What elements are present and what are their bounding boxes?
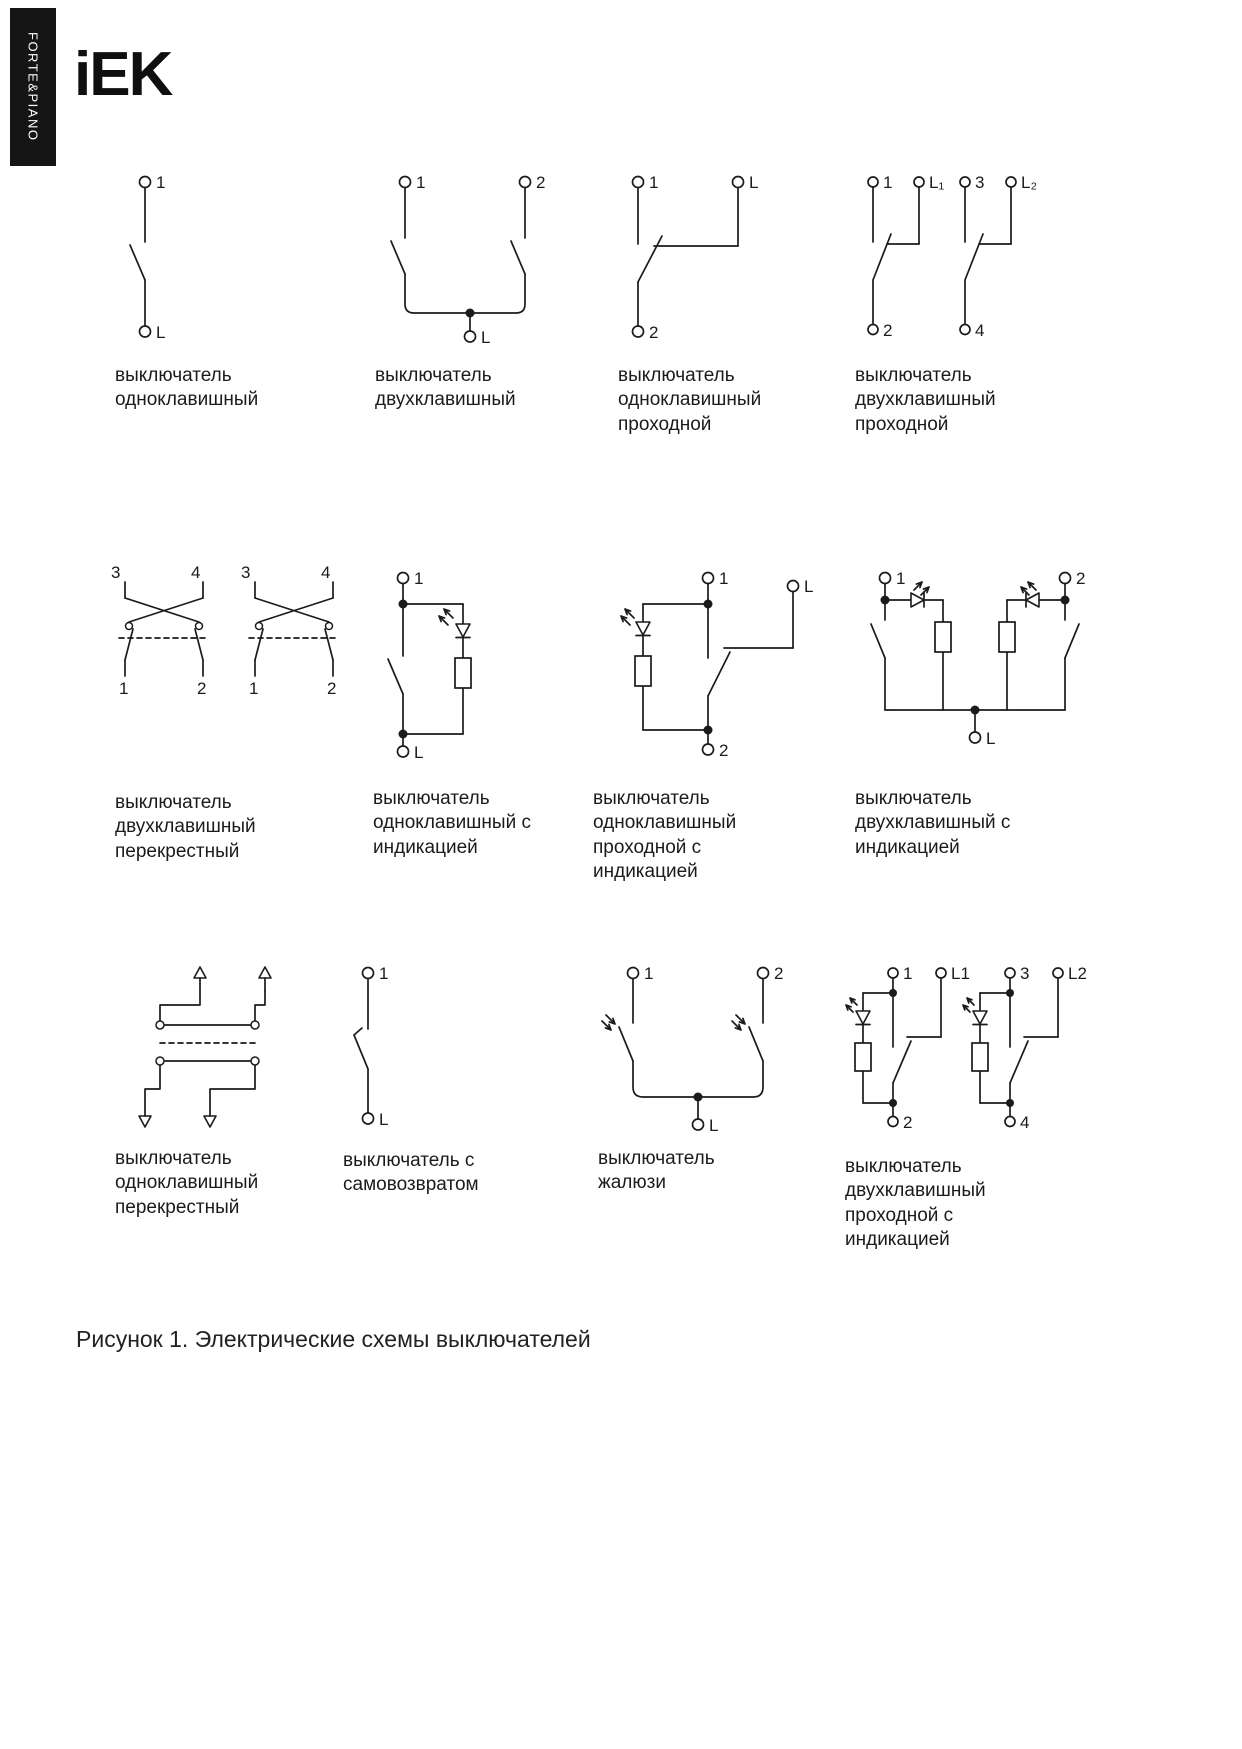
terminal-circle bbox=[936, 968, 946, 978]
schematic-switch-2gang-2way bbox=[855, 168, 1055, 358]
diagram-caption: выключатель одноклавишный bbox=[115, 365, 259, 411]
terminal-label: 1 bbox=[414, 569, 424, 588]
terminal-label: 1 bbox=[903, 964, 913, 983]
terminal-circle bbox=[868, 325, 878, 335]
led-icon bbox=[856, 1011, 870, 1024]
terminal-label: 3 bbox=[1020, 964, 1030, 983]
terminal-circle bbox=[1060, 573, 1071, 584]
led-icon bbox=[456, 624, 470, 637]
resistor bbox=[635, 656, 651, 686]
schematic-switch-2gang-intermediate bbox=[105, 564, 365, 714]
diagram-cell-8 bbox=[855, 564, 1095, 860]
terminal-label: 4 bbox=[1020, 1113, 1030, 1132]
diagram-cell-11 bbox=[598, 961, 798, 1196]
terminal-circle bbox=[960, 325, 970, 335]
led-emission-arrow bbox=[967, 998, 974, 1005]
switch-blade bbox=[619, 1027, 633, 1061]
diagram-caption: выключатель двухклавишный с индикацией bbox=[855, 788, 1011, 858]
terminal-label: 4 bbox=[191, 564, 201, 582]
led-icon bbox=[973, 1011, 987, 1024]
terminal-circle bbox=[733, 177, 744, 188]
terminal-circle bbox=[693, 1119, 704, 1130]
led-emission-arrow bbox=[621, 616, 630, 625]
diagram-caption: выключатель двухклавишный bbox=[375, 365, 516, 411]
switch-blade bbox=[354, 1035, 368, 1069]
wires bbox=[643, 584, 793, 745]
terminal-circle bbox=[880, 573, 891, 584]
terminal-label: 1 bbox=[896, 569, 906, 588]
contact-circle bbox=[251, 1057, 259, 1065]
terminal-circle bbox=[398, 746, 409, 757]
terminal-label: 2 bbox=[649, 323, 659, 342]
terminal-circle bbox=[465, 331, 476, 342]
contact-circle bbox=[251, 1021, 259, 1029]
switch-blade bbox=[391, 241, 405, 274]
diagram-caption: выключатель двухклавишный проходной с индикацией bbox=[845, 1156, 986, 1250]
terminal-label: L bbox=[986, 729, 996, 748]
contact-circle bbox=[156, 1057, 164, 1065]
switch-blade bbox=[125, 629, 133, 660]
diagram-cell-12 bbox=[845, 961, 1115, 1252]
junction-dot bbox=[399, 600, 408, 609]
led-emission-arrow bbox=[1021, 587, 1029, 595]
diagram-cell-5 bbox=[105, 564, 365, 864]
terminal-circle bbox=[888, 968, 898, 978]
contact-circle bbox=[256, 623, 263, 630]
terminal-circle bbox=[633, 326, 644, 337]
diagram-caption: выключатель двухклавишный проходной bbox=[855, 365, 996, 435]
terminal-circle bbox=[868, 177, 878, 187]
terminal-label: 2 bbox=[1076, 569, 1086, 588]
terminal-circle bbox=[960, 177, 970, 187]
wires bbox=[863, 978, 941, 1116]
contact-circle bbox=[126, 623, 133, 630]
contact-circle bbox=[156, 1021, 164, 1029]
switch-blade bbox=[1010, 1041, 1028, 1083]
terminal-label: 1 bbox=[644, 964, 654, 983]
terminal-label: L bbox=[414, 743, 424, 762]
terminal-circle bbox=[140, 326, 151, 337]
schematic-switch-2gang bbox=[375, 168, 555, 358]
resistor bbox=[855, 1043, 871, 1071]
contact-circle bbox=[326, 623, 333, 630]
terminal-circle bbox=[520, 177, 531, 188]
terminal-label: L2 bbox=[1068, 964, 1087, 983]
terminal-circle bbox=[363, 968, 374, 979]
junction-dot bbox=[694, 1093, 703, 1102]
junction-dot bbox=[881, 596, 890, 605]
terminal-circle bbox=[398, 573, 409, 584]
terminal-label: 2 bbox=[883, 321, 893, 340]
terminal-label: 3 bbox=[111, 564, 121, 582]
junction-dot bbox=[1006, 989, 1014, 997]
contact-circle bbox=[196, 623, 203, 630]
terminal-label: L₁ bbox=[929, 173, 945, 192]
switch-blade bbox=[388, 659, 403, 694]
terminal-label: 1 bbox=[719, 569, 729, 588]
schematic-switch-1gang-2way-indicator bbox=[593, 564, 823, 779]
terminal-circle bbox=[628, 968, 639, 979]
switch-blade bbox=[638, 236, 662, 282]
schematic-switch-2gang-2way-indicator bbox=[845, 961, 1115, 1151]
wires bbox=[873, 187, 1011, 324]
terminal-circle bbox=[1053, 968, 1063, 978]
switch-blade bbox=[708, 652, 730, 696]
terminal-label: 1 bbox=[649, 173, 659, 192]
switch-blade bbox=[1065, 624, 1079, 658]
terminal-label: 1 bbox=[379, 964, 389, 983]
schematic-switch-momentary bbox=[343, 961, 463, 1139]
terminal-circle bbox=[363, 1113, 374, 1124]
terminal-label: L₂ bbox=[1021, 173, 1038, 192]
terminal-circle bbox=[140, 177, 151, 188]
terminal-label: 2 bbox=[774, 964, 784, 983]
schematic-switch-1gang-intermediate bbox=[105, 961, 305, 1133]
series-name: FORTE&PIANO bbox=[25, 32, 41, 142]
terminal-circle bbox=[758, 968, 769, 979]
schematic-switch-1gang-indicator bbox=[373, 564, 523, 779]
junction-dot bbox=[704, 726, 713, 735]
arrow-down-icon bbox=[204, 1116, 216, 1127]
terminal-label: 1 bbox=[883, 173, 893, 192]
resistor bbox=[935, 622, 951, 652]
junction-dot bbox=[399, 730, 408, 739]
terminal-label: L bbox=[804, 577, 814, 596]
led-emission-arrow bbox=[625, 609, 634, 618]
terminal-label: 1 bbox=[416, 173, 426, 192]
terminal-label: 1 bbox=[249, 679, 259, 698]
diagram-cell-6 bbox=[373, 564, 548, 860]
diagram-cell-1 bbox=[115, 168, 290, 413]
wires bbox=[403, 584, 463, 747]
resistor bbox=[455, 658, 471, 688]
terminal-label: 2 bbox=[197, 679, 207, 698]
switch-blade bbox=[873, 234, 891, 280]
switch-blade bbox=[749, 1027, 763, 1061]
wires bbox=[980, 978, 1058, 1116]
wires bbox=[255, 582, 333, 676]
diagram-cell-7 bbox=[593, 564, 823, 884]
arrow-up-icon bbox=[259, 967, 271, 978]
terminal-label: 3 bbox=[975, 173, 985, 192]
junction-dot bbox=[971, 706, 980, 715]
junction-dot bbox=[1006, 1099, 1014, 1107]
terminal-label: 1 bbox=[156, 173, 166, 192]
diagram-caption: выключатель одноклавишный проходной с индикацией bbox=[593, 788, 737, 882]
resistor bbox=[972, 1043, 988, 1071]
terminal-label: 3 bbox=[241, 564, 251, 582]
led-emission-arrow bbox=[846, 1005, 853, 1012]
schematic-switch-1gang-2way bbox=[618, 168, 788, 358]
terminal-label: 2 bbox=[327, 679, 337, 698]
pushbutton-arrow bbox=[606, 1015, 615, 1024]
terminal-circle bbox=[1005, 1117, 1015, 1127]
terminal-label: L bbox=[156, 323, 166, 342]
iek-logo: iEK bbox=[74, 40, 172, 109]
switch-blade bbox=[965, 234, 983, 280]
arrow-down-icon bbox=[139, 1116, 151, 1127]
led-emission-arrow bbox=[439, 616, 448, 625]
diagram-cell-9 bbox=[105, 961, 305, 1220]
led-emission-arrow bbox=[921, 587, 929, 595]
terminal-circle bbox=[633, 177, 644, 188]
led-icon bbox=[636, 622, 650, 635]
switch-blade bbox=[893, 1041, 911, 1083]
terminal-circle bbox=[400, 177, 411, 188]
terminal-label: L bbox=[749, 173, 759, 192]
series-side-tab bbox=[10, 8, 56, 166]
pushbutton-arrow bbox=[736, 1015, 745, 1024]
terminal-label: L bbox=[709, 1116, 719, 1135]
terminal-label: 4 bbox=[321, 564, 331, 582]
led-emission-arrow bbox=[1028, 582, 1036, 590]
terminal-circle bbox=[1005, 968, 1015, 978]
led-emission-arrow bbox=[914, 582, 922, 590]
terminal-circle bbox=[703, 573, 714, 584]
resistor bbox=[999, 622, 1015, 652]
junction-dot bbox=[1061, 596, 1070, 605]
arrow-up-icon bbox=[194, 967, 206, 978]
terminal-label: 2 bbox=[719, 741, 729, 760]
terminal-label: 4 bbox=[975, 321, 985, 340]
switch-blade bbox=[325, 629, 333, 660]
diagram-caption: выключатель двухклавишный перекрестный bbox=[115, 792, 256, 862]
wires bbox=[405, 188, 525, 332]
switch-blade bbox=[511, 241, 525, 274]
junction-dot bbox=[889, 989, 897, 997]
switch-blade bbox=[195, 629, 203, 660]
terminal-circle bbox=[703, 744, 714, 755]
terminal-circle bbox=[788, 581, 799, 592]
junction-dot bbox=[466, 309, 475, 318]
terminal-circle bbox=[888, 1117, 898, 1127]
diagram-caption: выключатель с самовозвратом bbox=[343, 1150, 479, 1196]
schematic-switch-2gang-indicator bbox=[855, 564, 1095, 779]
diagram-caption: выключатель одноклавишный перекрестный bbox=[115, 1148, 259, 1218]
terminal-label: L bbox=[379, 1110, 389, 1129]
diagram-cell-10 bbox=[343, 961, 518, 1198]
schematic-switch-1gang bbox=[115, 168, 275, 358]
terminal-label: L1 bbox=[951, 964, 970, 983]
terminal-label: L bbox=[481, 328, 491, 347]
terminal-circle bbox=[1006, 177, 1016, 187]
diagram-caption: выключатель жалюзи bbox=[598, 1148, 715, 1194]
terminal-label: 2 bbox=[536, 173, 546, 192]
diagram-caption: выключатель одноклавишный с индикацией bbox=[373, 788, 531, 858]
diagram-caption: выключатель одноклавишный проходной bbox=[618, 365, 762, 435]
led-emission-arrow bbox=[850, 998, 857, 1005]
junction-dot bbox=[889, 1099, 897, 1107]
schematic-switch-blinds bbox=[598, 961, 798, 1139]
wires bbox=[638, 188, 738, 327]
pushbutton-hook bbox=[354, 1028, 362, 1035]
diagram-cell-4 bbox=[855, 168, 1055, 437]
led-emission-arrow bbox=[963, 1005, 970, 1012]
junction-dot bbox=[704, 600, 713, 609]
wires bbox=[145, 991, 265, 1104]
switch-blade bbox=[130, 245, 145, 280]
wires bbox=[125, 582, 203, 676]
terminal-circle bbox=[970, 732, 981, 743]
diagram-cell-3 bbox=[618, 168, 793, 437]
figure-caption: Рисунок 1. Электрические схемы выключателей bbox=[76, 1326, 591, 1352]
terminal-label: 2 bbox=[903, 1113, 913, 1132]
diagram-cell-2 bbox=[375, 168, 555, 413]
led-emission-arrow bbox=[444, 609, 453, 618]
terminal-circle bbox=[914, 177, 924, 187]
switch-blade bbox=[255, 629, 263, 660]
switch-blade bbox=[871, 624, 885, 658]
terminal-label: 1 bbox=[119, 679, 129, 698]
